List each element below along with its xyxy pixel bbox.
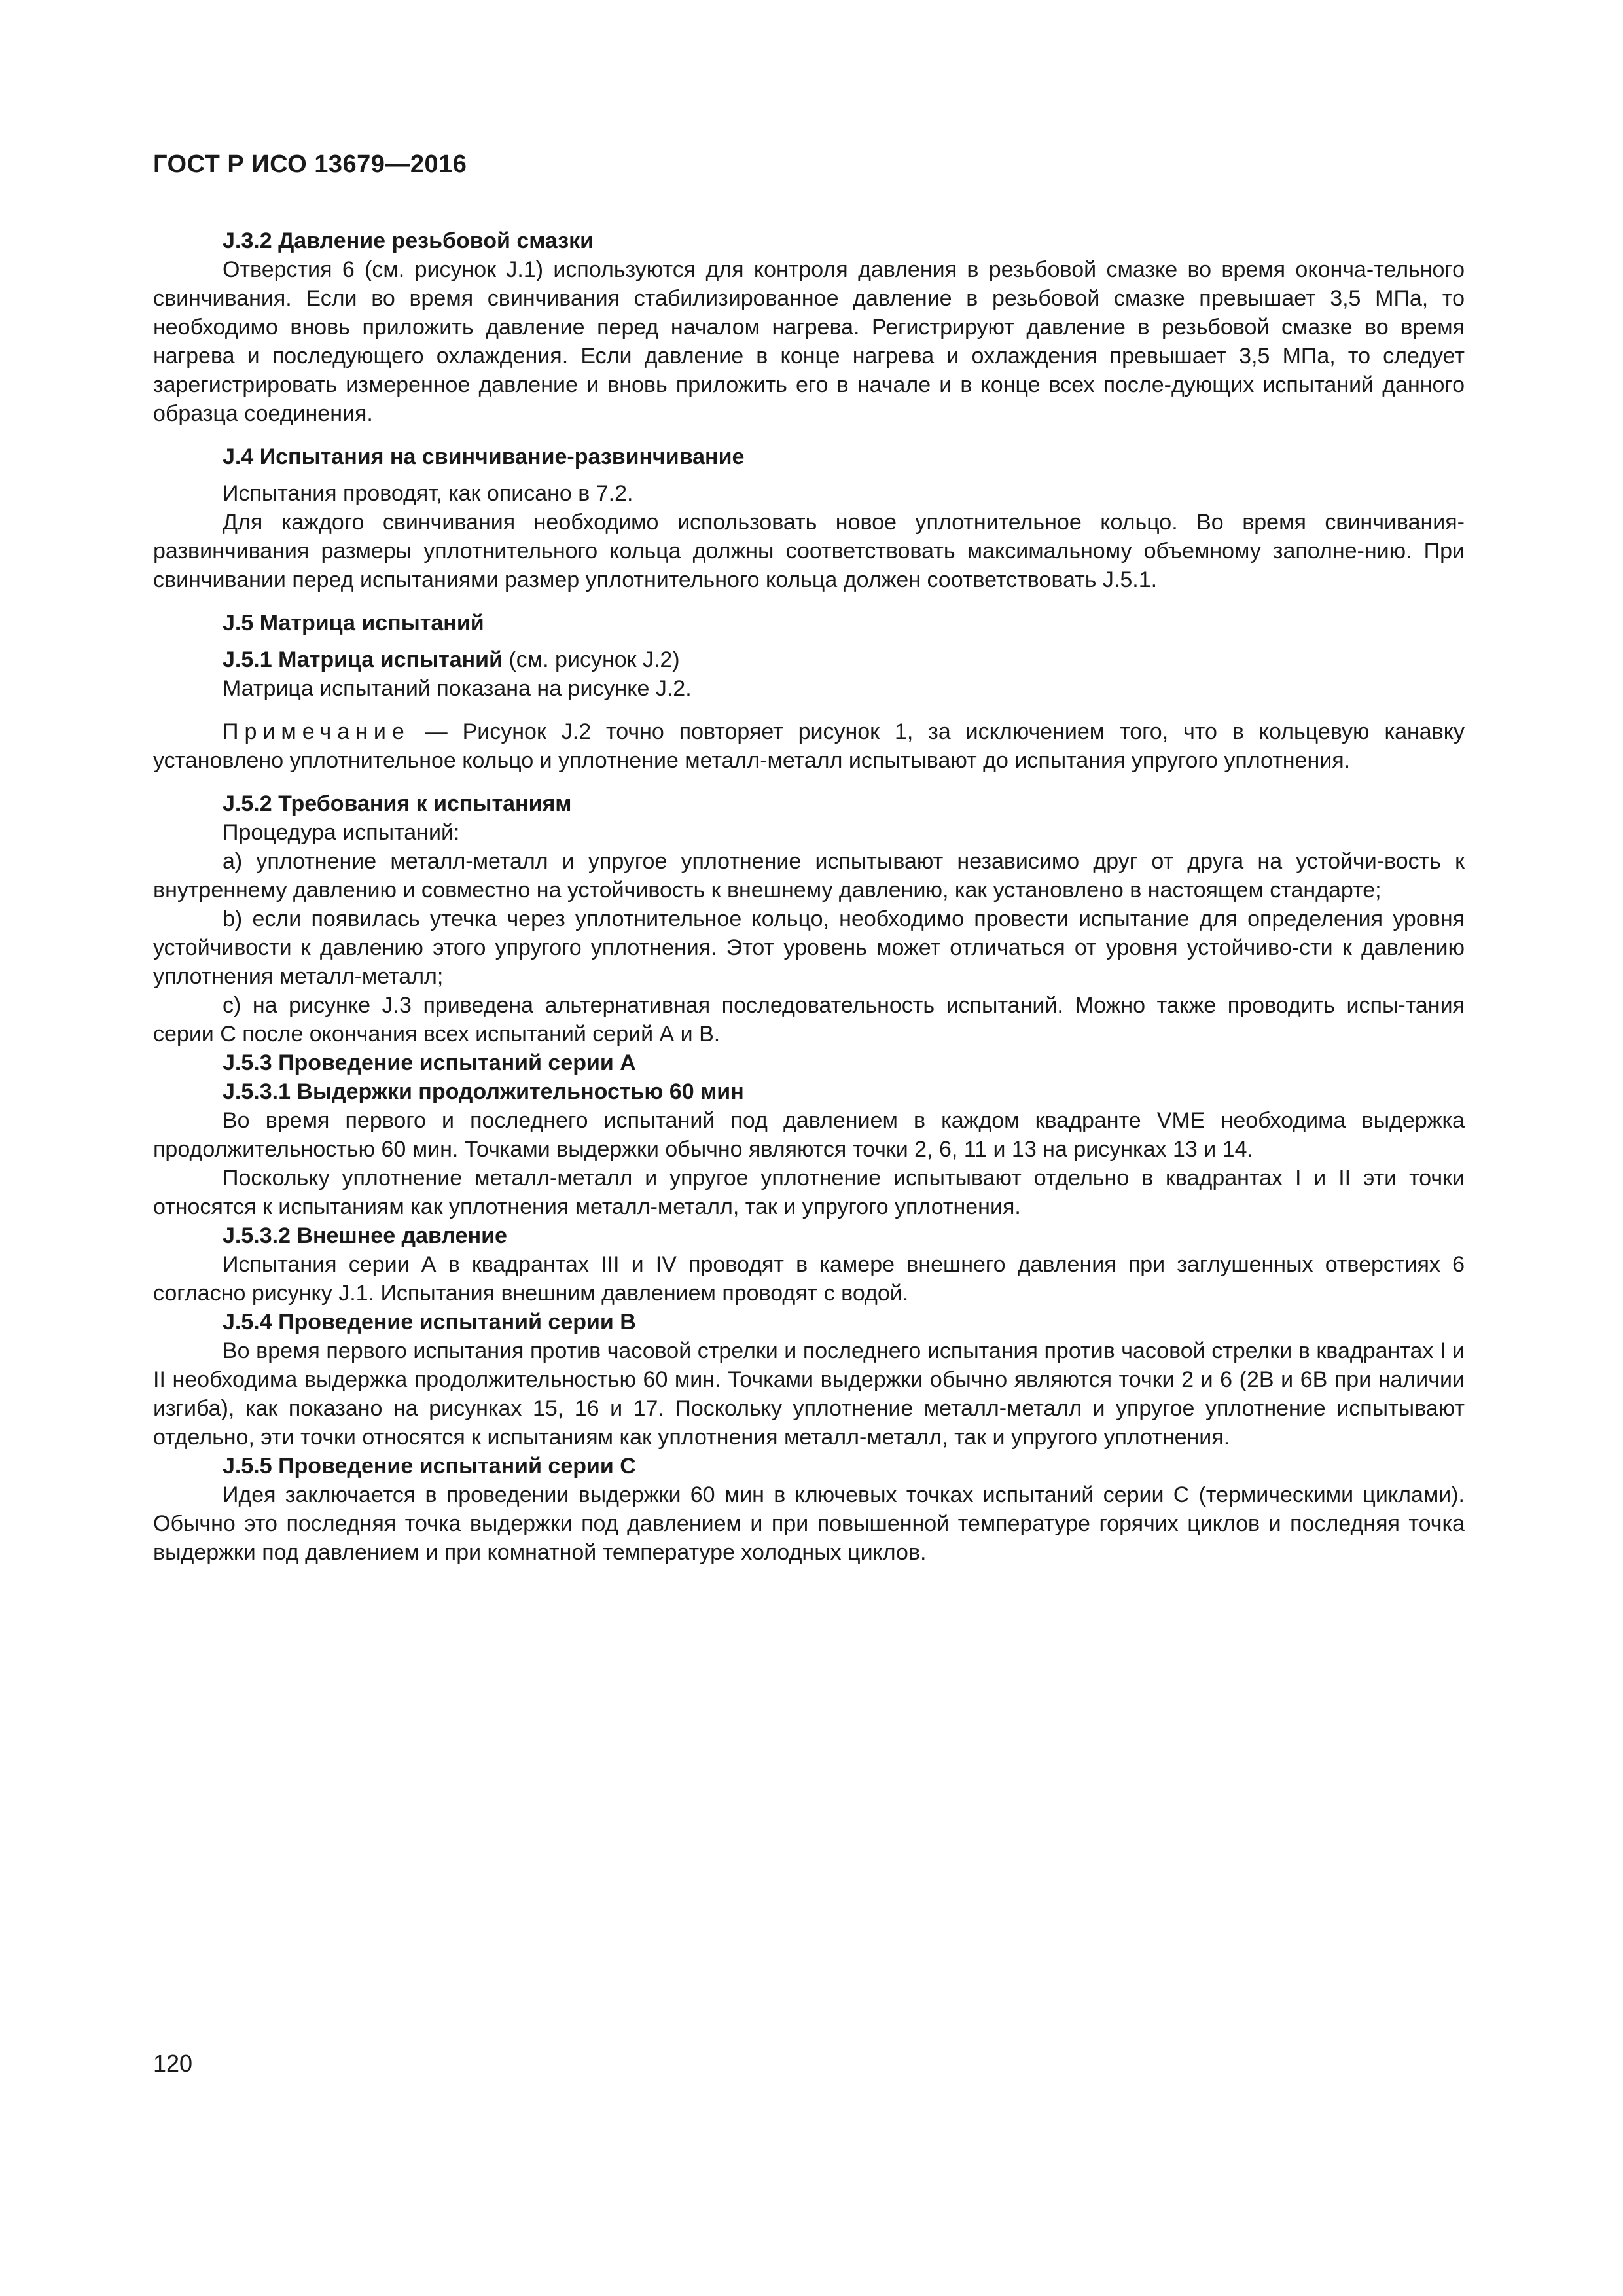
note-text: — Рисунок J.2 точно повторяет рисунок 1, за исключением того, что в кольцевую канавку установлено уплотнительное кольцо и уплотнение металл-металл испытывают до испытания упругого уплотнения. [153, 719, 1465, 773]
heading-j51-rest: (см. рисунок J.2) [503, 647, 680, 672]
list-item-b: b) если появилась утечка через уплотнительное кольцо, необходимо провести испытание для определения уровня устойчивости к давлению этого упругого уплотнения. Этот уровень может отличаться от уровня устойчиво-сти к давлению уплотнения металл-металл; [153, 906, 1465, 989]
heading-j53: J.5.3 Проведение испытаний серии А [223, 1050, 636, 1075]
paragraph-j52-1: Процедура испытаний: [223, 820, 460, 845]
paragraph-j55-1: Идея заключается в проведении выдержки 60 мин в ключевых точках испытаний серии С (термическими циклами). Обычно это последняя точка выдержки под давлением и при повышенной температуре горячих циклов и последняя точка выдержки под давлением и при комнатной температуре холодных циклов. [153, 1482, 1465, 1565]
note-j51 [153, 717, 1465, 775]
heading-j51-bold: J.5.1 Матрица испытаний [223, 647, 503, 672]
list-item-a: a) уплотнение металл-металл и упругое уплотнение испытывают независимо друг от друга на устойчи-вость к внутреннему давлению и совместно на устойчивость к внешнему давлению, как установлено в настоящем стандарте; [153, 849, 1465, 903]
paragraph-j51-1: Матрица испытаний показана на рисунке J.2. [223, 676, 692, 701]
paragraph-j54-1: Во время первого испытания против часовой стрелки и последнего испытания против часовой стрелки в квадрантах I и II необходима выдержка продолжительностью 60 мин. Точками выдержки обычно являются точки 2 и 6 (2В и 6В при наличии изгиба), как показано на рисунках 15, 16 и 17. Поскольку уплотнение металл-металл и упругое уплотнение испытывают отдельно, эти точки относятся к испытаниям как уплотнения металл-металл, так и упругого уплотнения. [153, 1338, 1465, 1450]
paragraph-j4-1: Испытания проводят, как описано в 7.2. [223, 481, 633, 506]
heading-j32: J.3.2 Давление резьбовой смазки [223, 228, 594, 253]
note-label: Примечание [223, 719, 410, 744]
paragraph-j532-1: Испытания серии А в квадрантах III и IV проводят в камере внешнего давления при заглушенных отверстиях 6 согласно рисунку J.1. Испытания внешним давлением проводят с водой. [153, 1252, 1465, 1306]
paragraph-j531-1: Во время первого и последнего испытаний под давлением в каждом квадранте VME необходима выдержка продолжительностью 60 мин. Точками выдержки обычно являются точки 2, 6, 11 и 13 на рисунках 13 и 14. [153, 1108, 1465, 1162]
heading-j4: J.4 Испытания на свинчивание-развинчивание [223, 444, 745, 469]
paragraph-j4-2: Для каждого свинчивания необходимо использовать новое уплотнительное кольцо. Во время свинчивания-развинчивания размеры уплотнительного кольца должны соответствовать максимальному объемному заполне-нию. При свинчивании перед испытаниями размер уплотнительного кольца должен соответствовать J.5.1. [153, 510, 1465, 592]
heading-j5: J.5 Матрица испытаний [223, 611, 484, 636]
document-body [153, 226, 1465, 1567]
page-number: 120 [153, 2050, 193, 2077]
heading-j531: J.5.3.1 Выдержки продолжительностью 60 мин [223, 1079, 744, 1104]
list-item-c: c) на рисунке J.3 приведена альтернативная последовательность испытаний. Можно также проводить испы-тания серии С после окончания всех испытаний серий А и В. [153, 993, 1465, 1047]
heading-j54: J.5.4 Проведение испытаний серии В [223, 1310, 636, 1335]
paragraph-j531-2: Поскольку уплотнение металл-металл и упругое уплотнение испытывают отдельно в квадрантах I и II эти точки относятся к испытаниям как уплотнения металл-металл, так и упругого уплотнения. [153, 1166, 1465, 1219]
heading-j51 [153, 645, 1465, 674]
paragraph-j32-1: Отверстия 6 (см. рисунок J.1) используются для контроля давления в резьбовой смазке во время оконча-тельного свинчивания. Если во время свинчивания стабилизированное давление в резьбовой смазке превышает 3,5 МПа, то необходимо вновь приложить давление перед началом нагрева. Регистрируют давление в резьбовой смазке во время нагрева и последующего охлаждения. Если давление в конце нагрева и охлаждения превышает 3,5 МПа, то следует зарегистрировать измеренное давление и вновь приложить его в начале и в конце всех после-дующих испытаний данного образца соединения. [153, 257, 1465, 426]
heading-j55: J.5.5 Проведение испытаний серии С [223, 1454, 636, 1479]
document-header: ГОСТ Р ИСО 13679—2016 [153, 151, 467, 178]
heading-j52: J.5.2 Требования к испытаниям [223, 791, 572, 816]
heading-j532: J.5.3.2 Внешнее давление [223, 1223, 507, 1248]
